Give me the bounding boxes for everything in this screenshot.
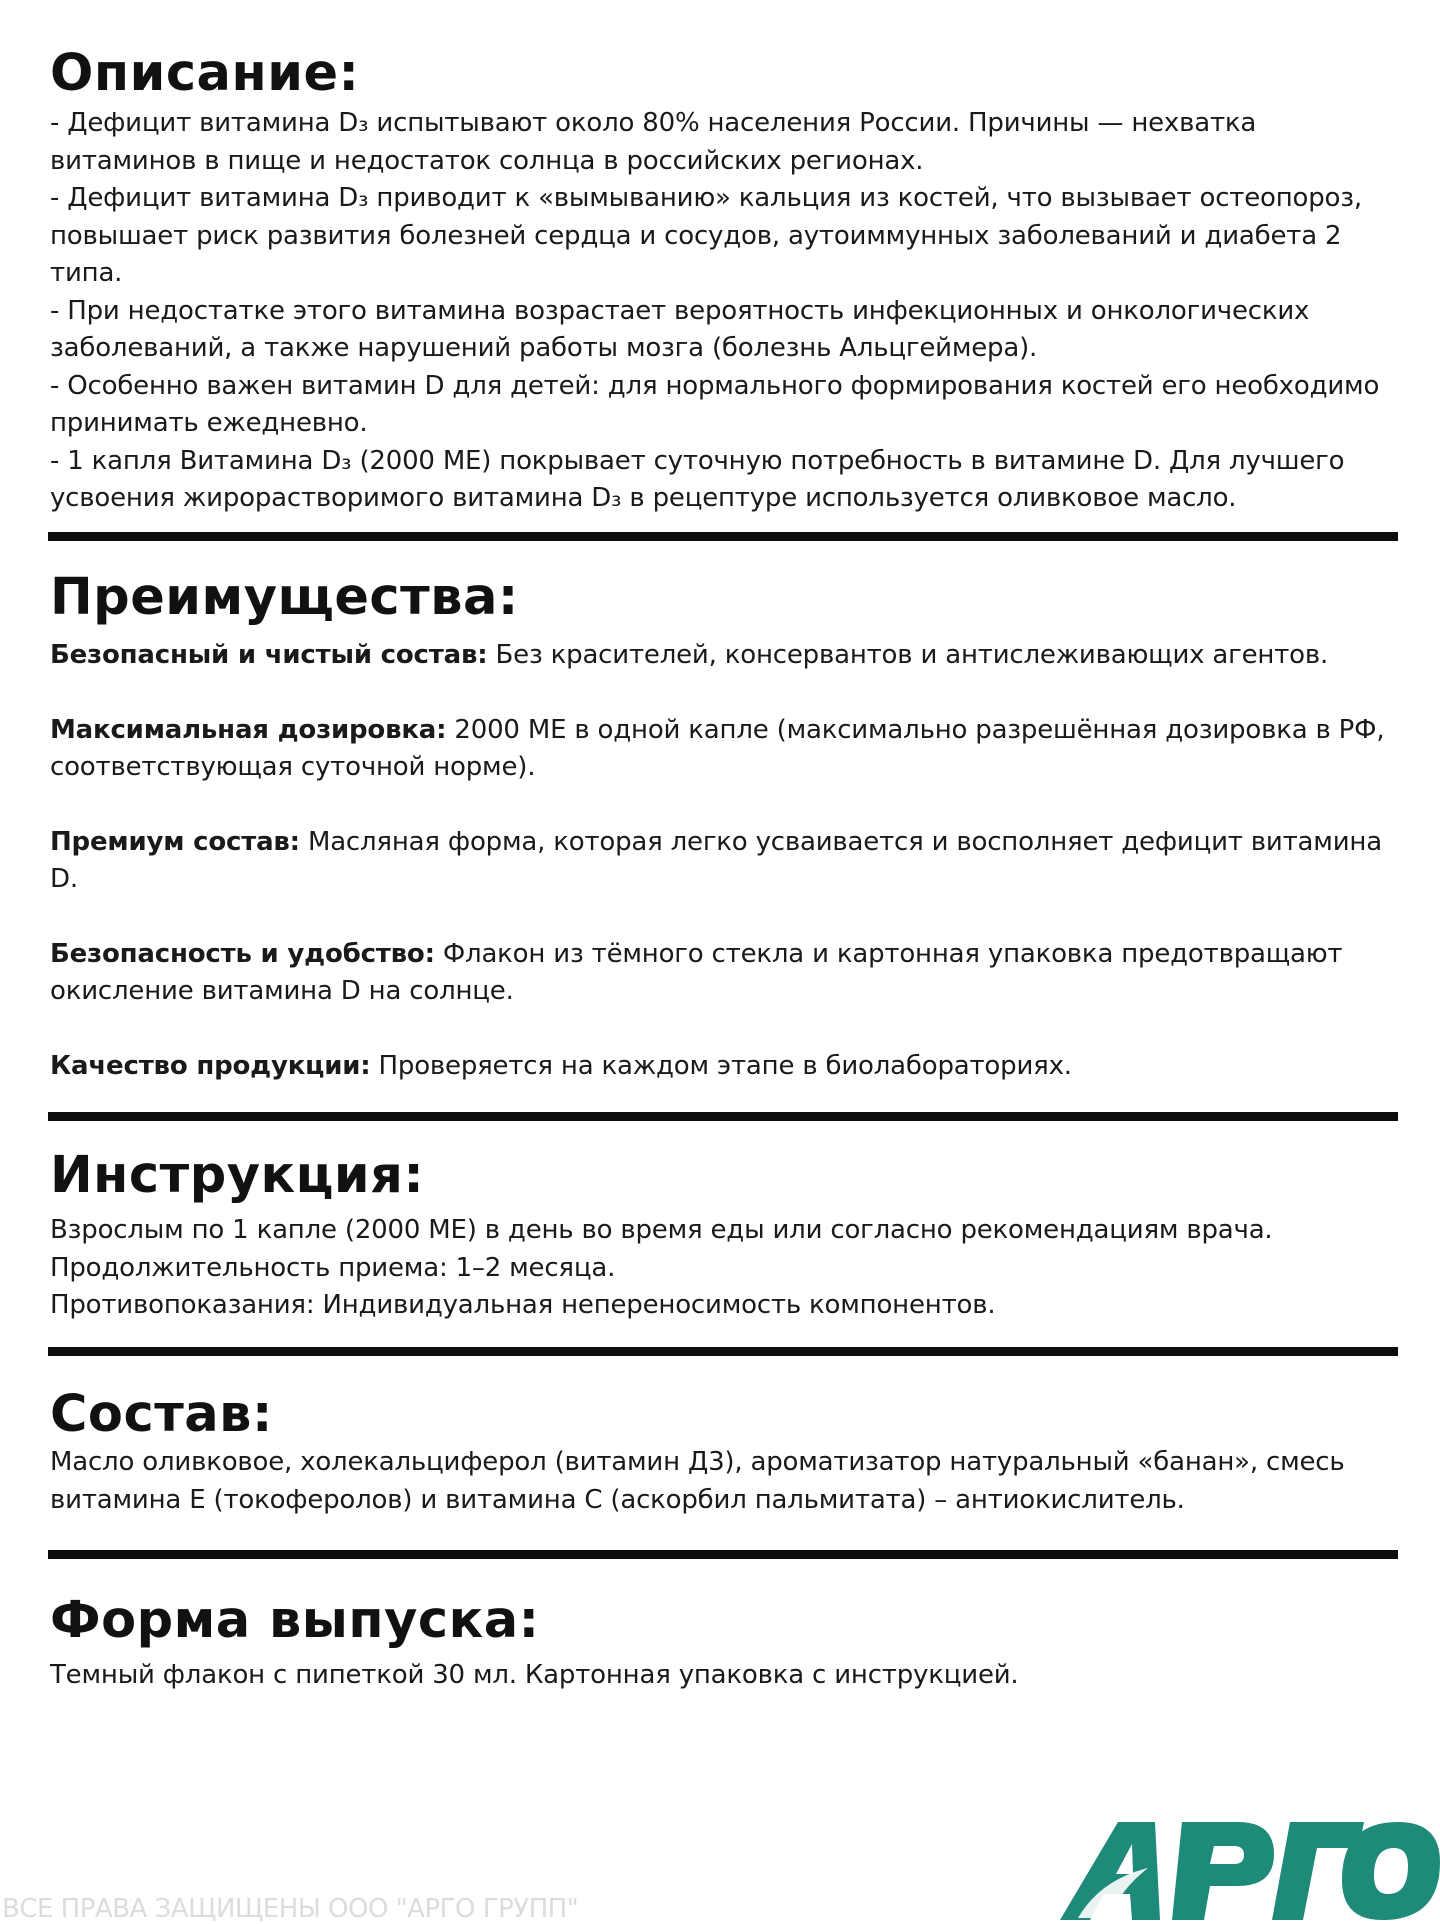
advantage-text: Проверяется на каждом этапе в биолабораториях. <box>370 1051 1072 1081</box>
advantage-item <box>50 936 1400 1010</box>
composition-heading: Состав: <box>50 1385 273 1444</box>
instruction-line-1: Взрослым по 1 капле (2000 МЕ) в день во время еды или согласно рекомендациям врача. <box>50 1215 1273 1245</box>
advantage-label: Безопасный и чистый состав: <box>50 640 488 670</box>
advantage-label: Безопасность и удобство: <box>50 939 435 969</box>
description-line-5: - 1 капля Витамина D₃ (2000 МЕ) покрывает суточную потребность в витамине D. Для лучшего усвоения жирорастворимого витамина D₃ в рецептуре используется оливковое масло. <box>50 445 1345 513</box>
advantage-item <box>50 637 1400 674</box>
instruction-line-3: Противопоказания: Индивидуальная непереносимость компонентов. <box>50 1290 996 1320</box>
instruction-heading: Инструкция: <box>50 1146 425 1205</box>
description-section <box>50 44 1400 518</box>
section-divider <box>48 532 1398 541</box>
composition-text: Масло оливковое, холекальциферол (витамин Д3), ароматизатор натуральный «банан», смесь витамина Е (токоферолов) и витамина С (аскорбил пальмитата) – антиокислитель. <box>50 1447 1345 1515</box>
description-line-2: - Дефицит витамина D₃ приводит к «вымыванию» кальция из костей, что вызывает остеопороз, повышает риск развития болезней сердца и сосудов, аутоиммунных заболеваний и диабета 2 типа. <box>50 183 1362 288</box>
advantages-heading: Преимущества: <box>50 568 519 627</box>
advantage-item <box>50 712 1400 786</box>
advantage-label: Максимальная дозировка: <box>50 715 447 745</box>
instruction-body <box>50 1212 1400 1325</box>
argo-logo <box>1060 1822 1440 1920</box>
advantage-item <box>50 1048 1400 1085</box>
copyright-notice: ВСЕ ПРАВА ЗАЩИЩЕНЫ ООО "АРГО ГРУПП" <box>2 1894 579 1924</box>
advantage-text: Флакон из тёмного стекла и картонная упаковка предотвращают окисление витамина D на солнце. <box>50 939 1343 1006</box>
release-form-text: Темный флакон с пипеткой 30 мл. Картонная упаковка с инструкцией. <box>50 1660 1019 1690</box>
composition-section <box>50 1385 1400 1519</box>
advantage-text: Масляная форма, которая легко усваивается и восполняет дефицит витамина D. <box>50 827 1382 894</box>
advantage-text: Без красителей, консервантов и антислеживающих агентов. <box>487 640 1329 670</box>
section-divider <box>48 1112 1398 1121</box>
description-heading: Описание: <box>50 44 360 103</box>
advantage-label: Премиум состав: <box>50 827 300 857</box>
release-form-heading: Форма выпуска: <box>50 1591 540 1650</box>
description-line-4: - Особенно важен витамин D для детей: для нормального формирования костей его необходимо принимать ежедневно. <box>50 370 1380 438</box>
advantage-item <box>50 824 1400 898</box>
instruction-section <box>50 1146 1400 1325</box>
section-divider <box>48 1347 1398 1356</box>
section-divider <box>48 1550 1398 1559</box>
advantage-label: Качество продукции: <box>50 1051 371 1081</box>
instruction-line-2: Продолжительность приема: 1–2 месяца. <box>50 1252 616 1283</box>
description-line-1: - Дефицит витамина D₃ испытывают около 80% населения России. Причины — нехватка витаминов в пище и недостаток солнца в российских регионах. <box>50 108 1257 176</box>
release-form-section <box>50 1591 1400 1695</box>
advantage-text: 2000 МЕ в одной капле (максимально разрешённая дозировка в РФ, соответствующая суточной норме). <box>50 715 1385 782</box>
advantages-section <box>50 568 1400 1123</box>
description-body <box>50 105 1400 518</box>
description-line-3: - При недостатке этого витамина возрастает вероятность инфекционных и онкологических заболеваний, а также нарушений работы мозга (болезнь Альцгеймера). <box>50 295 1310 363</box>
